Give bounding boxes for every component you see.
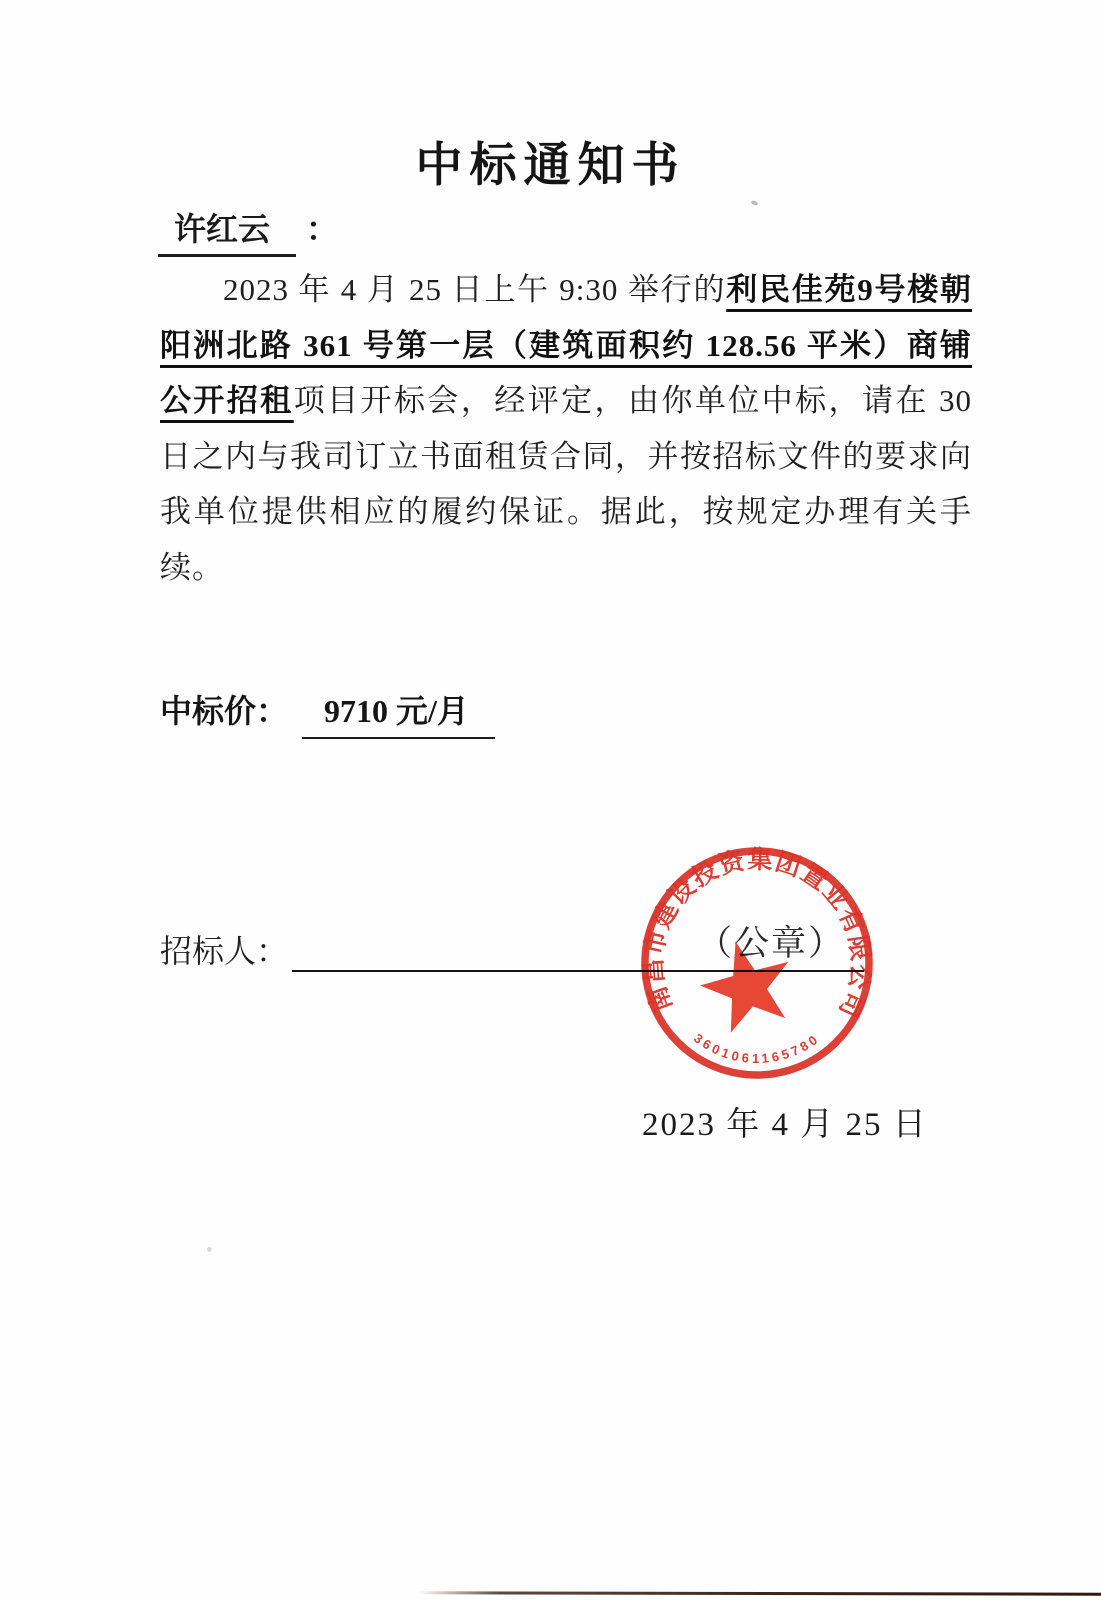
- addressee-colon: ：: [306, 211, 339, 247]
- official-seal-graphic: [633, 839, 881, 1087]
- bid-price-value: 9710 元/月: [302, 686, 495, 739]
- addressee-line: [158, 204, 338, 257]
- svg-text:3601061165780: [691, 1030, 823, 1066]
- seal-registration-number: 3601061165780: [691, 1030, 823, 1067]
- seal-company-name: 南昌市建设投资集团置业有限公司: [640, 846, 874, 1023]
- body-paragraph: [160, 262, 972, 595]
- para-seg-opening: 2023 年 4 月 25 日上午 9:30 举行的: [223, 272, 727, 307]
- bid-price-line: [160, 686, 495, 739]
- document-title: 中标通知书: [415, 140, 686, 192]
- scan-speck: [207, 1247, 212, 1252]
- document-date: 2023 年 4 月 25 日: [642, 1107, 928, 1143]
- scan-edge-artifact: [418, 1591, 1101, 1595]
- seal-star-icon: [691, 930, 802, 1037]
- tenderer-label: 招标人：: [160, 933, 289, 969]
- para-seg-rest: 项目开标会，经评定，由你单位中标，请在 30 日之内与我司订立书面租赁合同，并按招标文件的要求向我单位提供相应的履约保证。据此，按规定办理有关手续。: [160, 383, 973, 585]
- para-seg-project-name: 利民佳苑9号楼朝阳洲北路 361 号第一层（建筑面积约 128.56 平米）商铺公开招租: [160, 272, 972, 418]
- bid-price-label: 中标价：: [160, 693, 289, 729]
- addressee-name: 许红云: [158, 204, 296, 257]
- official-seal: [633, 839, 881, 1087]
- scan-speck: [750, 200, 758, 207]
- official-seal-hint: （公章）: [697, 924, 846, 963]
